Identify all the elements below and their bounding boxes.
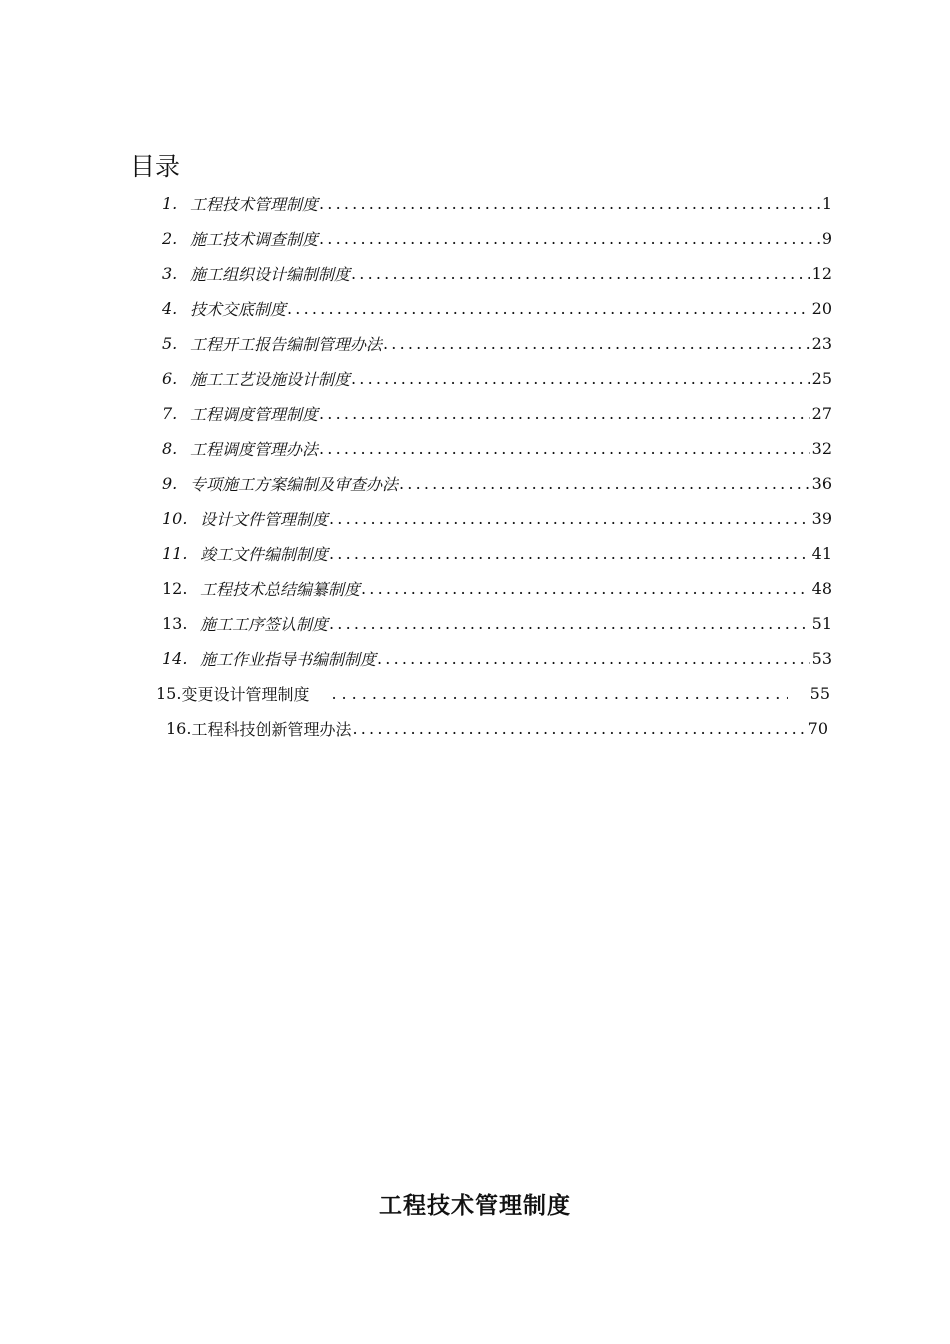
toc-entry-number: 2. — [162, 228, 178, 248]
toc-entry-1[interactable] — [162, 186, 832, 220]
section-heading: 工程技术管理制度 — [379, 1193, 571, 1219]
toc-entry-page: 25 — [811, 368, 832, 388]
toc-dot-leader — [351, 264, 810, 283]
toc-entry-title: 工程调度管理办法 — [190, 439, 319, 459]
toc-entry-title: 施工工艺设施设计制度 — [190, 369, 351, 389]
toc-entry-8[interactable] — [162, 431, 832, 465]
toc-entry-title: 工程调度管理制度 — [190, 404, 319, 424]
toc-entry-number: 5. — [162, 333, 178, 353]
toc-entry-title: 施工组织设计编制制度 — [190, 264, 351, 284]
toc-entry-title: 施工技术调查制度 — [190, 229, 319, 249]
toc-entry-4[interactable] — [162, 291, 832, 325]
toc-entry-number: 12. — [162, 578, 188, 598]
toc-entry-page: 36 — [811, 473, 832, 493]
toc-entry-title: 变更设计管理制度 — [181, 684, 310, 704]
toc-dot-leader — [319, 194, 820, 213]
toc-entry-page: 23 — [811, 333, 832, 353]
toc-dot-leader — [329, 614, 810, 633]
toc-entry-title: 施工作业指导书编制制度 — [200, 649, 377, 669]
toc-entry-title: 设计文件管理制度 — [200, 509, 329, 529]
toc-entry-title: 专项施工方案编制及审查办法 — [190, 474, 399, 494]
toc-entry-number: 4. — [162, 298, 178, 318]
toc-dot-leader — [399, 474, 810, 493]
toc-entry-number: 9. — [162, 473, 178, 493]
toc-dot-leader — [319, 439, 810, 458]
toc-entry-14[interactable] — [162, 641, 832, 675]
toc-entry-page: 20 — [811, 298, 832, 318]
toc-dot-leader — [329, 509, 810, 528]
toc-entry-number: 13. — [162, 613, 188, 633]
toc-entry-2[interactable] — [162, 221, 832, 255]
toc-entry-10[interactable] — [162, 501, 832, 535]
toc-entry-number: 7. — [162, 403, 178, 423]
toc-entry-number: 10. — [162, 508, 188, 528]
toc-dot-leader — [361, 579, 810, 598]
toc-entry-page: 53 — [811, 648, 832, 668]
toc-entry-12[interactable] — [162, 571, 832, 605]
toc-entry-number: 8. — [162, 438, 178, 458]
toc-entry-9[interactable] — [162, 466, 832, 500]
toc-entry-7[interactable] — [162, 396, 832, 430]
toc-entry-title: 工程科技创新管理办法 — [191, 719, 352, 739]
toc-entry-page: 27 — [811, 403, 832, 423]
toc-entry-number: 3. — [162, 263, 178, 283]
toc-entry-page: 41 — [811, 543, 832, 563]
toc-entry-number: 14. — [162, 648, 188, 668]
toc-dot-leader — [331, 684, 787, 703]
toc-entry-page: 9 — [821, 228, 832, 248]
toc-entry-page: 55 — [809, 683, 830, 703]
toc-dot-leader — [352, 719, 805, 738]
toc-entry-title: 工程技术总结编纂制度 — [200, 579, 361, 599]
toc-entry-5[interactable] — [162, 326, 832, 360]
toc-entry-13[interactable] — [162, 606, 832, 640]
toc-dot-leader — [383, 334, 810, 353]
toc-entry-title: 工程开工报告编制管理办法 — [190, 334, 383, 354]
toc-dot-leader — [319, 229, 820, 248]
toc-entry-page: 48 — [811, 578, 832, 598]
toc-entry-6[interactable] — [162, 361, 832, 395]
toc-entry-number: 1. — [162, 193, 178, 213]
toc-entry-title: 工程技术管理制度 — [190, 194, 319, 214]
toc-entry-number: 6. — [162, 368, 178, 388]
toc-entry-number: 16. — [166, 718, 192, 738]
toc-dot-leader — [319, 404, 810, 423]
toc-title: 目录 — [130, 152, 181, 181]
toc-dot-leader — [287, 299, 810, 318]
toc-entry-title: 施工工序签认制度 — [200, 614, 329, 634]
toc-entry-11[interactable] — [162, 536, 832, 570]
toc-entry-page: 12 — [811, 263, 832, 283]
toc-entry-page: 70 — [807, 718, 828, 738]
toc-entry-number: 11. — [162, 543, 188, 563]
toc-entry-page: 1 — [821, 193, 832, 213]
toc-entry-page: 51 — [811, 613, 832, 633]
toc-dot-leader — [329, 544, 810, 563]
toc-entry-15[interactable] — [156, 676, 832, 710]
toc-entry-page: 39 — [811, 508, 832, 528]
toc-entry-16[interactable] — [166, 711, 828, 745]
toc-entry-page: 32 — [811, 438, 832, 458]
toc-dot-leader — [351, 369, 810, 388]
toc-entry-title: 技术交底制度 — [190, 299, 287, 319]
toc-entry-title: 竣工文件编制制度 — [200, 544, 329, 564]
toc-entry-number: 15. — [156, 683, 182, 703]
toc-dot-leader — [377, 649, 810, 668]
toc-entry-3[interactable] — [162, 256, 832, 290]
